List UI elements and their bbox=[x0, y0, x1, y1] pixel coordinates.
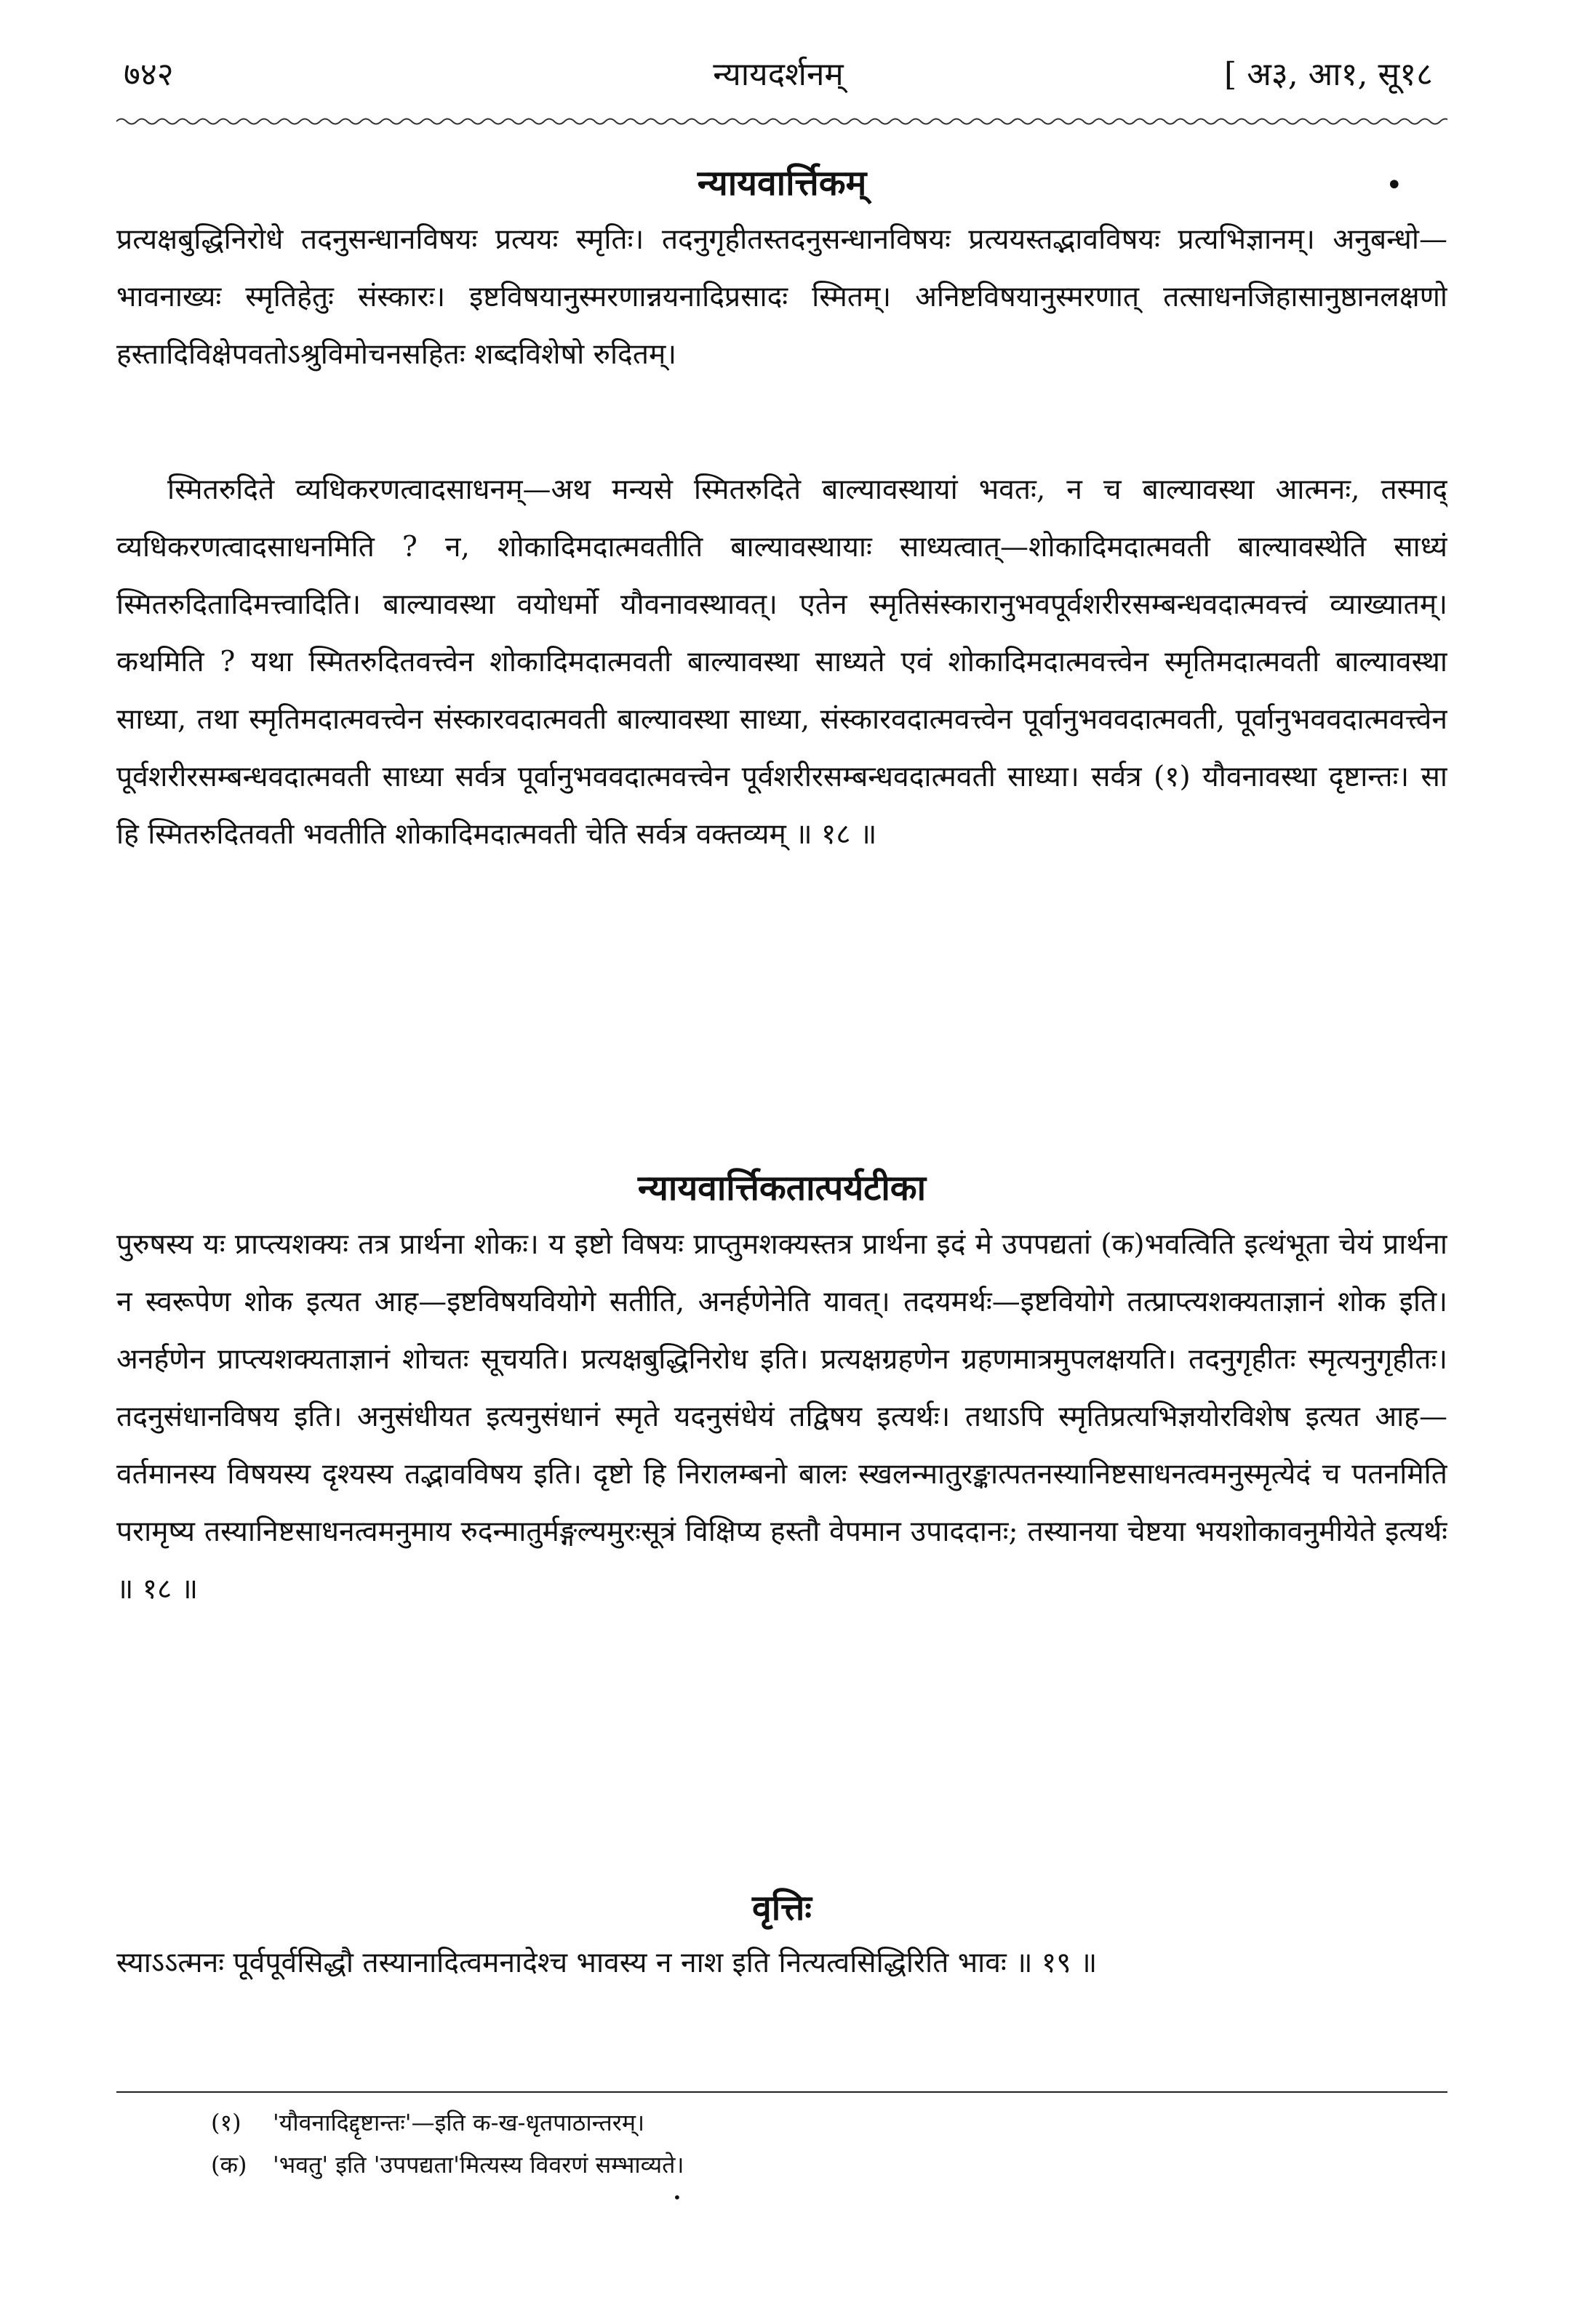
footnote-mark: (क) bbox=[211, 2151, 247, 2179]
wavy-header-rule bbox=[116, 115, 1447, 128]
chapter-reference: [ अ३, आ१, सू१८ bbox=[1224, 56, 1433, 93]
footnote bbox=[211, 2144, 1411, 2186]
section-heading-tatparyatika: न्यायवार्त्तिकतात्पर्यटीका bbox=[637, 1168, 927, 1209]
print-speck: • bbox=[673, 2189, 682, 2206]
footnote-text: 'भवतु' इति 'उपपद्यता'मित्यस्य विवरणं सम्भाव्यते। bbox=[273, 2151, 684, 2179]
footnote-rule bbox=[116, 2091, 1447, 2093]
tika-paragraph: पुरुषस्य यः प्राप्त्यशक्यः तत्र प्रार्थना शोकः। य इष्टो विषयः प्राप्तुमशक्यस्तत्र प्रार्थना इदं मे उपपद्यतां (क)भवत्विति इत्थंभूता चेयं प्रार्थना न स्वरूपेण शोक इत्यत आह—इष्टविषयवियोगे सतीति, अनर्हणेनेति यावत्। तदयमर्थः—इष्टवियोगे तत्प्राप्त्यशक्यताज्ञानं शोक इति। अनर्हणेन प्राप्त्यशक्यताज्ञानं शोचतः सूचयति। प्रत्यक्षबुद्धिनिरोध इति। प्रत्यक्षग्रहणेन ग्रहणमात्रमुपलक्षयति। तदनुगृहीतः स्मृत्यनुगृहीतः। तदनुसंधानविषय इति। अनुसंधीयत इत्यनुसंधानं स्मृते यदनुसंधेयं तद्विषय इत्यर्थः। तथाऽपि स्मृतिप्रत्यभिज्ञयोरविशेष इत्यत आह—वर्तमानस्य विषयस्य दृश्यस्य तद्भावविषय इति। दृष्टो हि निरालम्बनो बालः स्खलन्मातुरङ्कात्पतनस्यानिष्टसाधनत्वमनुस्मृत्येदं च पतनमिति परामृष्य तस्यानिष्टसाधनत्वमनुमाय रुदन्मातुर्मङ्गल्यमुरःसूत्रं विक्षिप्य हस्तौ वेपमान उपाददानः; तस्यानया चेष्टया भयशोकावनुमीयेते इत्यर्थः ॥ १८ ॥ bbox=[116, 1228, 1447, 1606]
section-heading-vritti: वृत्तिः bbox=[752, 1888, 812, 1928]
footnote bbox=[211, 2101, 1411, 2144]
footnote-mark: (१) bbox=[211, 2109, 241, 2136]
page-number: ७४२ bbox=[124, 56, 174, 93]
bullet-dot: • bbox=[1386, 169, 1403, 202]
footnotes bbox=[211, 2101, 1411, 2186]
running-header bbox=[124, 51, 1433, 102]
vartika-paragraph-2: स्मितरुदिते व्यधिकरणत्वादसाधनम्—अथ मन्यसे स्मितरुदिते बाल्यावस्थायां भवतः, न च बाल्यावस्था आत्मनः, तस्माद् व्यधिकरणत्वादसाधनमिति ? न, शोकादिमदात्मवतीति बाल्यावस्थायाः साध्यत्वात्—शोकादिमदात्मवती बाल्यावस्थेति साध्यं स्मितरुदितादिमत्त्वादिति। बाल्यावस्था वयोधर्मो यौवनावस्थावत्। एतेन स्मृतिसंस्कारानुभवपूर्वशरीरसम्बन्धवदात्मवत्त्वं व्याख्यातम्। कथमिति ? यथा स्मितरुदितवत्त्वेन शोकादिमदात्मवती बाल्यावस्था साध्यते एवं शोकादिमदात्मवत्त्वेन स्मृतिमदात्मवती बाल्यावस्था साध्या, तथा स्मृतिमदात्मवत्त्वेन संस्कारवदात्मवती बाल्यावस्था साध्या, संस्कारवदात्मवत्त्वेन पूर्वानुभववदात्मवती, पूर्वानुभववदात्मवत्त्वेन पूर्वशरीरसम्बन्धवदात्मवती साध्या सर्वत्र पूर्वानुभववदात्मवत्त्वेन पूर्वशरीरसम्बन्धवदात्मवती साध्या। सर्वत्र (१) यौवनावस्था दृष्टान्तः। सा हि स्मितरुदितवती भवतीति शोकादिमदात्मवती चेति सर्वत्र वक्तव्यम् ॥ १८ ॥ bbox=[116, 473, 1447, 851]
vritti-paragraph: स्याऽऽत्मनः पूर्वपूर्वसिद्धौ तस्यानादित्वमनादेश्च भावस्य न नाश इति नित्यत्वसिद्धिरिति भावः ॥ १९ ॥ bbox=[116, 1947, 1098, 1979]
vartika-paragraph-1: प्रत्यक्षबुद्धिनिरोधे तदनुसन्धानविषयः प्रत्ययः स्मृतिः। तदनुगृहीतस्तदनुसन्धानविषयः प्रत्ययस्तद्भावविषयः प्रत्यभिज्ञानम्। अनुबन्धो—भावनाख्यः स्मृतिहेतुः संस्कारः। इष्टविषयानुस्मरणान्नयनादिप्रसादः स्मितम्। अनिष्टविषयानुस्मरणात् तत्साधनजिहासानुष्ठानलक्षणो हस्तादिविक्षेपवतोऽश्रुविमोचनसहितः शब्दविशेषो रुदितम्। bbox=[116, 223, 1447, 371]
footnote-text: 'यौवनादिद्दृष्टान्तः'—इति क-ख-धृतपाठान्तरम्। bbox=[273, 2109, 645, 2136]
section-heading-nyayavartika: न्यायवार्त्तिकम् bbox=[697, 163, 867, 204]
running-title: न्यायदर्शनम् bbox=[713, 56, 844, 93]
